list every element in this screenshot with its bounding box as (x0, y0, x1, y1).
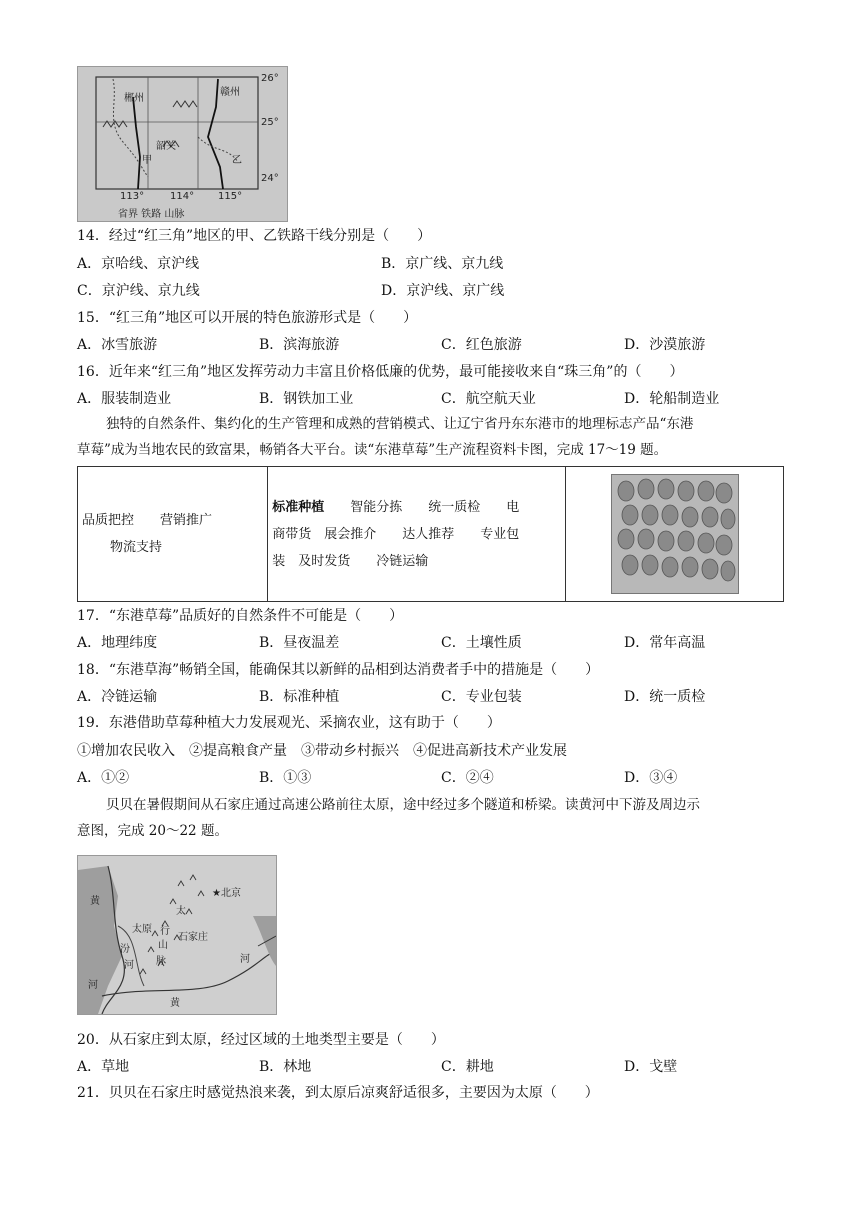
table-cell-categories (78, 467, 268, 602)
map2-label-huang-top: 黄 (90, 896, 100, 907)
q17-option-c[interactable]: C．土壤性质 (441, 635, 522, 651)
q19-stem: 19．东港借助草莓种植大力发展观光、采摘农业，这有助于（ ） (77, 715, 501, 731)
intro-17-line2: 草莓”成为当地农民的致富果，畅销各大平台。读“东港草莓”生产流程资料卡图，完成 17～19 题。 (77, 442, 668, 458)
map-label-lat26: 26° (261, 73, 279, 84)
table-steps-line3: 装 及时发货 冷链运输 (272, 553, 429, 569)
q15-option-c[interactable]: C．红色旅游 (441, 337, 522, 353)
q14-option-c[interactable]: C．京沪线、京九线 (77, 283, 200, 299)
red-triangle-map (77, 66, 288, 222)
map2-label-he-3: 河 (240, 954, 250, 965)
map-label-jia: 甲 (142, 155, 152, 166)
map-label-lon113: 113° (120, 191, 145, 202)
map-label-lat25: 25° (261, 117, 279, 128)
q20-option-a[interactable]: A．草地 (77, 1059, 130, 1075)
map2-label-shijiazhuang: 石家庄 (178, 932, 208, 943)
q18-option-a[interactable]: A．冷链运输 (77, 689, 158, 705)
map2-label-he-2: 河 (88, 980, 98, 991)
q16-option-d[interactable]: D．轮船制造业 (624, 391, 720, 407)
yellow-river-map-drawing (78, 856, 276, 1014)
map2-label-mai: 脉 (156, 956, 166, 967)
q15-stem: 15．“红三角”地区可以开展的特色旅游形式是（ ） (77, 310, 418, 326)
map-label-lat24: 24° (261, 173, 279, 184)
q16-option-c[interactable]: C．航空航天业 (441, 391, 536, 407)
q20-option-b[interactable]: B．林地 (259, 1059, 312, 1075)
map2-label-shan: 山 (158, 940, 168, 951)
q18-option-d[interactable]: D．统一质检 (624, 689, 706, 705)
q17-option-a[interactable]: A．地理纬度 (77, 635, 158, 651)
intro-20-line1: 贝贝在暑假期间从石家庄通过高速公路前往太原，途中经过多个隧道和桥梁。读黄河中下游及周边示 (106, 797, 700, 813)
map2-label-hang: 行 (160, 926, 170, 937)
table-steps-bold: 标准种植 (272, 499, 325, 515)
map2-label-he-1: 河 (124, 960, 134, 971)
production-flow-table (77, 466, 784, 602)
q16-option-b[interactable]: B．钢铁加工业 (259, 391, 354, 407)
q16-stem: 16．近年来“红三角”地区发挥劳动力丰富且价格低廉的优势，最可能接收来自“珠三角”的（ ） (77, 364, 684, 380)
map-label-lon115: 115° (218, 191, 243, 202)
q14-option-a[interactable]: A．京哈线、京沪线 (77, 256, 200, 272)
map-legend: 省界 铁路 山脉 (118, 209, 185, 220)
q15-option-b[interactable]: B．滨海旅游 (259, 337, 340, 353)
q15-option-d[interactable]: D．沙漠旅游 (624, 337, 706, 353)
intro-17-line1: 独特的自然条件、集约化的生产管理和成熟的营销模式、让辽宁省丹东东港市的地理标志产品“东港 (106, 416, 694, 432)
q20-stem: 20．从石家庄到太原，经过区域的土地类型主要是（ ） (77, 1032, 445, 1048)
q19-option-c[interactable]: C．②④ (441, 770, 494, 786)
q18-option-b[interactable]: B．标准种植 (259, 689, 340, 705)
q14-stem: 14．经过“红三角”地区的甲、乙铁路干线分别是（ ） (77, 228, 432, 244)
map-label-yi: 乙 (232, 155, 242, 166)
table-steps-line1: 智能分拣 统一质检 电 (324, 499, 520, 515)
q20-option-d[interactable]: D．戈壁 (624, 1059, 678, 1075)
map-label-lon114: 114° (170, 191, 195, 202)
map2-label-tai: 太 (176, 906, 186, 917)
strawberry-photo (611, 474, 739, 594)
table-categories-line1: 品质把控 营销推广 (82, 513, 213, 528)
q19-option-d[interactable]: D．③④ (624, 770, 678, 786)
q17-option-b[interactable]: B．昼夜温差 (259, 635, 340, 651)
map-label-chenzhou: 郴州 (124, 93, 144, 104)
q20-option-c[interactable]: C．耕地 (441, 1059, 494, 1075)
map2-label-fen: 汾 (120, 944, 130, 955)
map-label-ganzhou: 赣州 (220, 87, 240, 98)
q16-option-a[interactable]: A．服装制造业 (77, 391, 172, 407)
q19-option-a[interactable]: A．①② (77, 770, 130, 786)
q18-stem: 18．“东港草海”畅销全国，能确保其以新鲜的品相到达消费者手中的措施是（ ） (77, 662, 600, 678)
map2-label-taiyuan: 太原 (132, 924, 152, 935)
map2-label-huang-bottom: 黄 (170, 998, 180, 1009)
q19-option-b[interactable]: B．①③ (259, 770, 312, 786)
q17-option-d[interactable]: D．常年高温 (624, 635, 706, 651)
intro-20-line2: 意图，完成 20～22 题。 (77, 823, 228, 839)
table-steps-line2: 商带货 展会推介 达人推荐 专业包 (272, 526, 520, 542)
strawberry-photo-drawing (612, 475, 738, 593)
table-categories-line2: 物流支持 (110, 540, 163, 555)
table-cell-photo (566, 467, 784, 602)
yellow-river-map (77, 855, 277, 1015)
map2-label-beijing: ★北京 (212, 888, 241, 899)
q14-option-b[interactable]: B．京广线、京九线 (381, 256, 504, 272)
q15-option-a[interactable]: A．冰雪旅游 (77, 337, 158, 353)
q21-stem: 21．贝贝在石家庄时感觉热浪来袭，到太原后凉爽舒适很多，主要因为太原（ ） (77, 1085, 599, 1101)
q14-option-d[interactable]: D．京沪线、京广线 (381, 283, 505, 299)
q18-option-c[interactable]: C．专业包装 (441, 689, 522, 705)
table-cell-steps (268, 467, 566, 602)
q19-choices: ①增加农民收入 ②提高粮食产量 ③带动乡村振兴 ④促进高新技术产业发展 (77, 743, 567, 759)
map-label-shaoguan: 韶关 (156, 141, 176, 152)
q17-stem: 17．“东港草莓”品质好的自然条件不可能是（ ） (77, 608, 404, 624)
